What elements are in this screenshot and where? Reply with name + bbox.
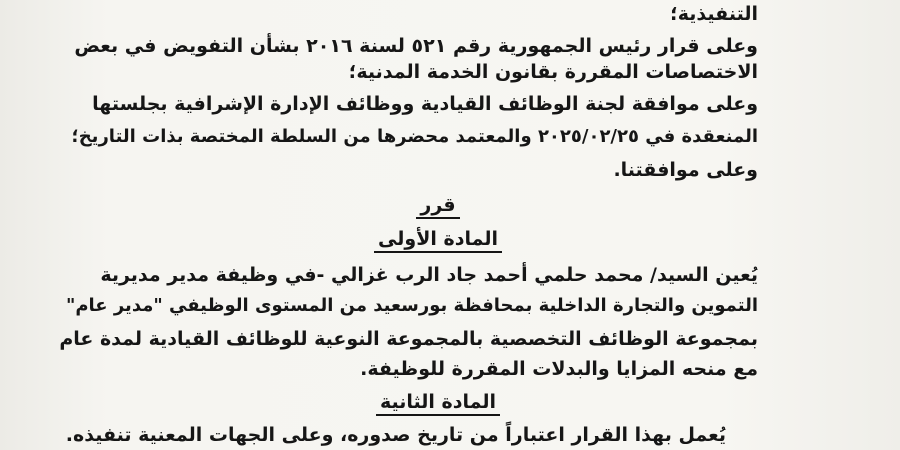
paragraph-line: وعلى موافقة لجنة الوظائف القيادية ووظائف الإدارة الإشرافية بجلستها [92, 93, 758, 115]
article-two-line: يُعمل بهذا القرار اعتباراً من تاريخ صدوره، وعلى الجهات المعنية تنفيذه. [65, 424, 726, 446]
paragraph-line: وعلى قرار رئيس الجمهورية رقم ٥٢١ لسنة ٢٠١٦ بشأن التفويض في بعض [74, 35, 758, 57]
article-one-line: مع منحه المزايا والبدلات المقررة للوظيفة. [360, 358, 758, 380]
article-one-line: يُعين السيد/ محمد حلمي أحمد جاد الرب غزالي -في وظيفة مدير مديرية [100, 264, 758, 286]
paragraph-line: الاختصاصات المقررة بقانون الخدمة المدنية؛ [348, 61, 758, 83]
paragraph-line: وعلى موافقتنا. [613, 159, 758, 181]
article-one-heading [118, 227, 758, 253]
decision-heading [118, 193, 758, 219]
article-one-heading-text: المادة الأولى [374, 228, 502, 253]
decision-heading-text: قرر [416, 194, 459, 219]
article-two-heading [118, 390, 758, 416]
paragraph-line: المنعقدة في ٢٠٢٥/٠٢/٢٥ والمعتمد محضرها من السلطة المختصة بذات التاريخ؛ [71, 126, 758, 147]
article-two-heading-text: المادة الثانية [376, 391, 500, 416]
article-one-line: بمجموعة الوظائف التخصصية بالمجموعة النوعية للوظائف القيادية لمدة عام [59, 328, 758, 350]
paragraph-line: التنفيذية؛ [670, 3, 758, 25]
article-one-line: التموين والتجارة الداخلية بمحافظة بورسعيد من المستوى الوظيفي "مدير عام" [65, 295, 758, 316]
